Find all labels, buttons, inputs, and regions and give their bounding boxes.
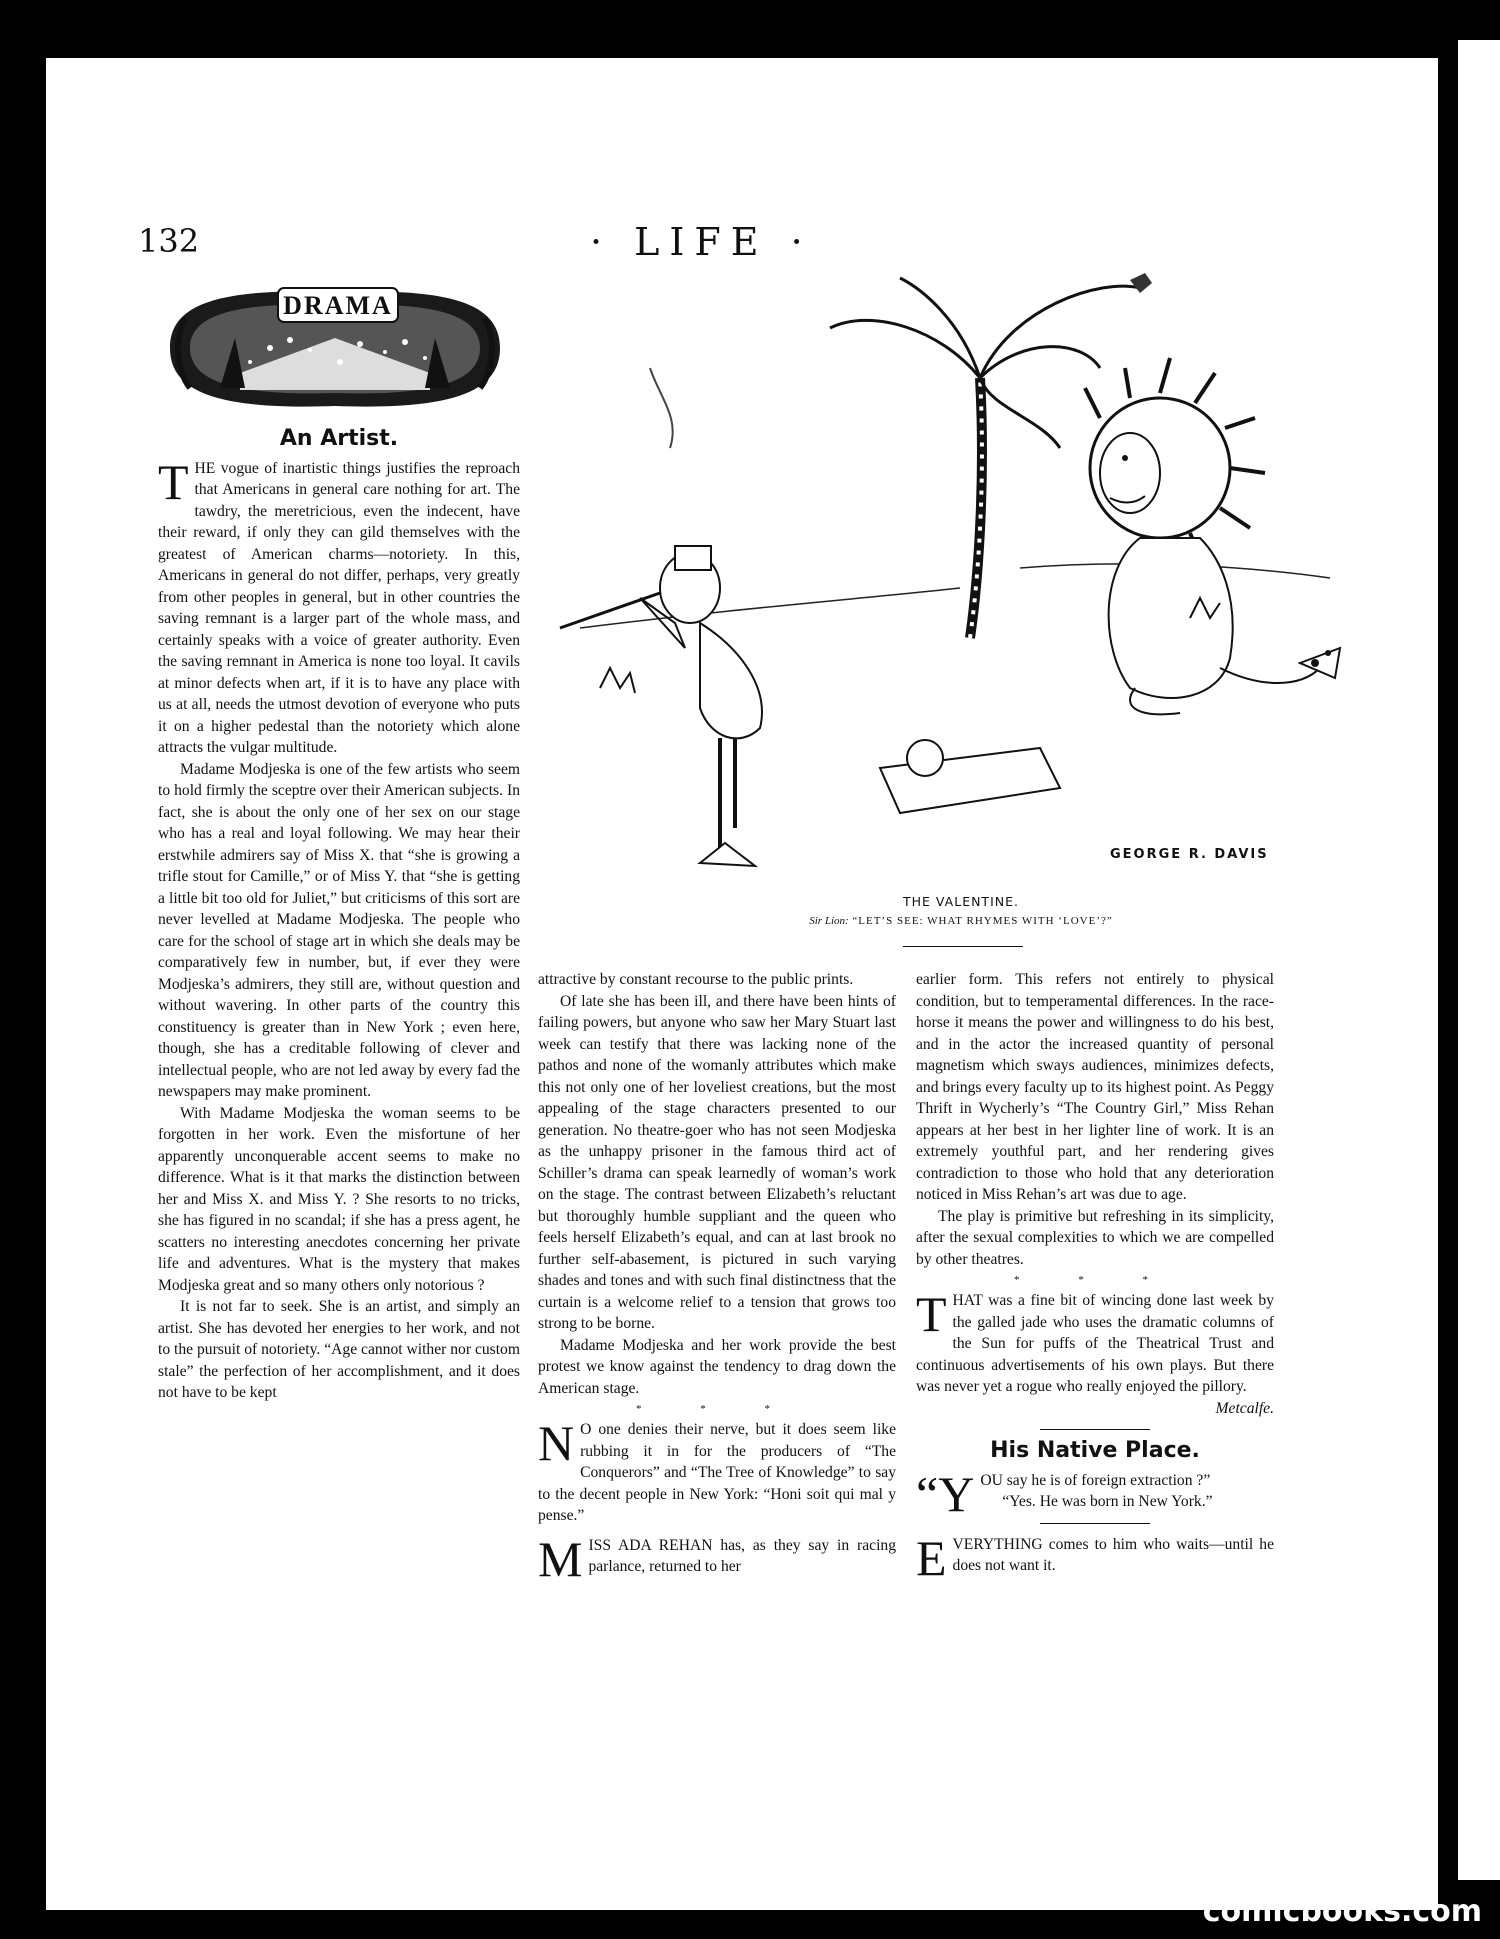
- valentine-cartoon-illustration: [540, 268, 1360, 868]
- article-heading: An Artist.: [279, 426, 399, 451]
- drop-cap: N: [538, 1415, 575, 1471]
- section-separator: * * *: [1014, 1274, 1176, 1286]
- page-number: 132: [138, 222, 200, 260]
- cartoon-caption: [530, 915, 1392, 927]
- paragraph: Madame Modjeska is one of the few artists who seem to hold firmly the sceptre over their American subjects. In fact, she is about the only one of her sex on our stage who has a real and loyal following. We may hear their erstwhile admirers say of Miss X. that “she is growing a trifle stout for Camille,” or of Miss Y. that “she is getting a little bit too old for Juliet,” but criticisms of this sort are never levelled at Madame Modjeska. The people who care for the school of stage art in which she deals may be comparatively few in number, but, if ever they were Modjeska’s admirers, they still are, without question and without wavering. In other parts of the country this constituency is greater than in New York ; even here, though, she has a creditable following of clever and intellectual people, who are not led away by every fad the newspapers may make prominent.: [158, 760, 520, 1100]
- column-2: [538, 969, 896, 1587]
- drop-cap: “Y: [916, 1465, 975, 1522]
- adjacent-page-edge: [1458, 40, 1500, 1880]
- paragraph: THE vogue of inartistic things justifies the reproach that Americans in general care nothing for art. The tawdry, the meretricious, even the indecent, have their reward, if only they can gild themselves with the greatest of American charms—notoriety. In this, Americans in general do not differ, perhaps, very greatly from other peoples in general, but in other countries the saving remnant is a larger part of the whole mass, and certainly speaks with a voice of greater authority. Even the saving remnant in America is none too loyal. It cavils at minor defects when art, if it is to have any place with us at all, needs the utmost devotion of everyone who puts it on a higher pedestal than the notoriety which alone attracts the vulgar multitude.: [158, 453, 520, 756]
- paragraph: The play is primitive but refreshing in its simplicity, after the sexual complexities to which we are compelled by other theatres.: [916, 1207, 1274, 1268]
- paragraph: Madame Modjeska and her work provide the best protest we know against the tendency to drag down the American stage.: [538, 1336, 896, 1397]
- section-rule: [1040, 1523, 1150, 1524]
- drop-cap: T: [916, 1286, 947, 1342]
- paragraph: “YOU say he is of foreign extraction ?”: [916, 1465, 1211, 1522]
- paragraph: It is not far to seek. She is an artist, and simply an artist. She has devoted her energies to her work, and not to the pursuit of notoriety. “Age cannot wither nor custom stale” the perfection of her accomplishment, and it does not have to be kept: [158, 1298, 520, 1401]
- watermark: comicbooks.com: [1202, 1894, 1482, 1929]
- paragraph: N O one denies their nerve, but it does seem like rubbing it in for the producers of “The Conquerors” and “The Tree of Knowledge” to say to the decent people in New York: “Honi soit qui mal y pense.”: [538, 1415, 896, 1524]
- page-gutter: [1438, 40, 1458, 1900]
- paragraph: MISS ADA REHAN has, as they say in racing parlance, returned to her: [538, 1530, 896, 1587]
- caption-quote: “LET’S SEE: WHAT RHYMES WITH ‘LOVE’?”: [852, 915, 1113, 927]
- caption-speaker: Sir Lion:: [809, 915, 849, 927]
- caption-rule: [903, 946, 1023, 947]
- column-1: [158, 428, 520, 1404]
- article-heading: His Native Place.: [990, 1438, 1200, 1463]
- section-rule: [1040, 1429, 1150, 1430]
- artist-signature: GEORGE R. DAVIS: [1110, 847, 1269, 862]
- drama-banner-illustration: [160, 278, 510, 418]
- paragraph: EVERYTHING comes to him who waits—until he does not want it.: [916, 1529, 1274, 1586]
- cartoon-caption-title: THE VALENTINE.: [903, 894, 1019, 909]
- column-3: [916, 969, 1274, 1586]
- paragraph: Of late she has been ill, and there have been hints of failing powers, but anyone who saw her Mary Stuart last week can testify that there was lacking none of the pathos and none of the womanly attributes which make this not only one of her loveliest creations, but the most appealing of the stage characters presented to our generation. No theatre-goer who has not seen Modjeska as the unhappy prisoner in the famous third act of Schiller’s drama can speak learnedly of woman’s work on the stage. The contrast between Elizabeth’s reluctant but thoroughly humble suppliant and the queen who feels herself Elizabeth’s equal, and can at last brook no further self-abasement, is pictured in such varying shades and tones and with such final distinctness that the curtain is a welcome relief to a tension that grows too strong to be borne.: [538, 992, 896, 1332]
- author-signature: Metcalfe.: [1215, 1399, 1274, 1417]
- banner-label: DRAMA: [283, 291, 393, 320]
- paragraph: With Madame Modjeska the woman seems to be forgotten in her work. Even the misfortune of her apparently unconquerable accent seems to make no difference. What is it that marks the distinction between her and Miss X. and Miss Y. ? She resorts to no tricks, she has figured in no scandal; if she has a press agent, he scatters no interesting anecdotes concerning her private life and adventures. What is the mystery that makes Modjeska great and so many others only notorious ?: [158, 1104, 520, 1294]
- section-separator: * * *: [636, 1403, 798, 1415]
- paragraph: attractive by constant recourse to the public prints.: [538, 971, 854, 988]
- paragraph: “Yes. He was born in New York.”: [1002, 1493, 1213, 1510]
- paragraph: earlier form. This refers not entirely to physical condition, but to temperamental differences. In the race-horse it means the power and willingness to do his best, and in the actor the increased quantity of personal magnetism which sways audiences, minimizes defects, and brings every faculty up to its highest point. As Peggy Thrift in Wycherly’s “The Country Girl,” Miss Rehan appears at her best in her lighter line of work. It is an extremely youthful part, and her rendering gives contradiction to those who hold that any deterioration noticed in Miss Rehan’s art was due to age.: [916, 971, 1274, 1203]
- paragraph: THAT was a fine bit of wincing done last week by the galled jade who uses the dramatic columns of the Sun for puffs of the Theatrical Trust and continuous advertisements of his own plays. But there was never yet a rogue who really enjoyed the pillory.: [916, 1286, 1274, 1395]
- drop-cap: E: [916, 1529, 947, 1586]
- drop-cap: M: [538, 1530, 583, 1587]
- masthead-title: · LIFE ·: [590, 220, 813, 264]
- drop-cap: T: [158, 453, 189, 510]
